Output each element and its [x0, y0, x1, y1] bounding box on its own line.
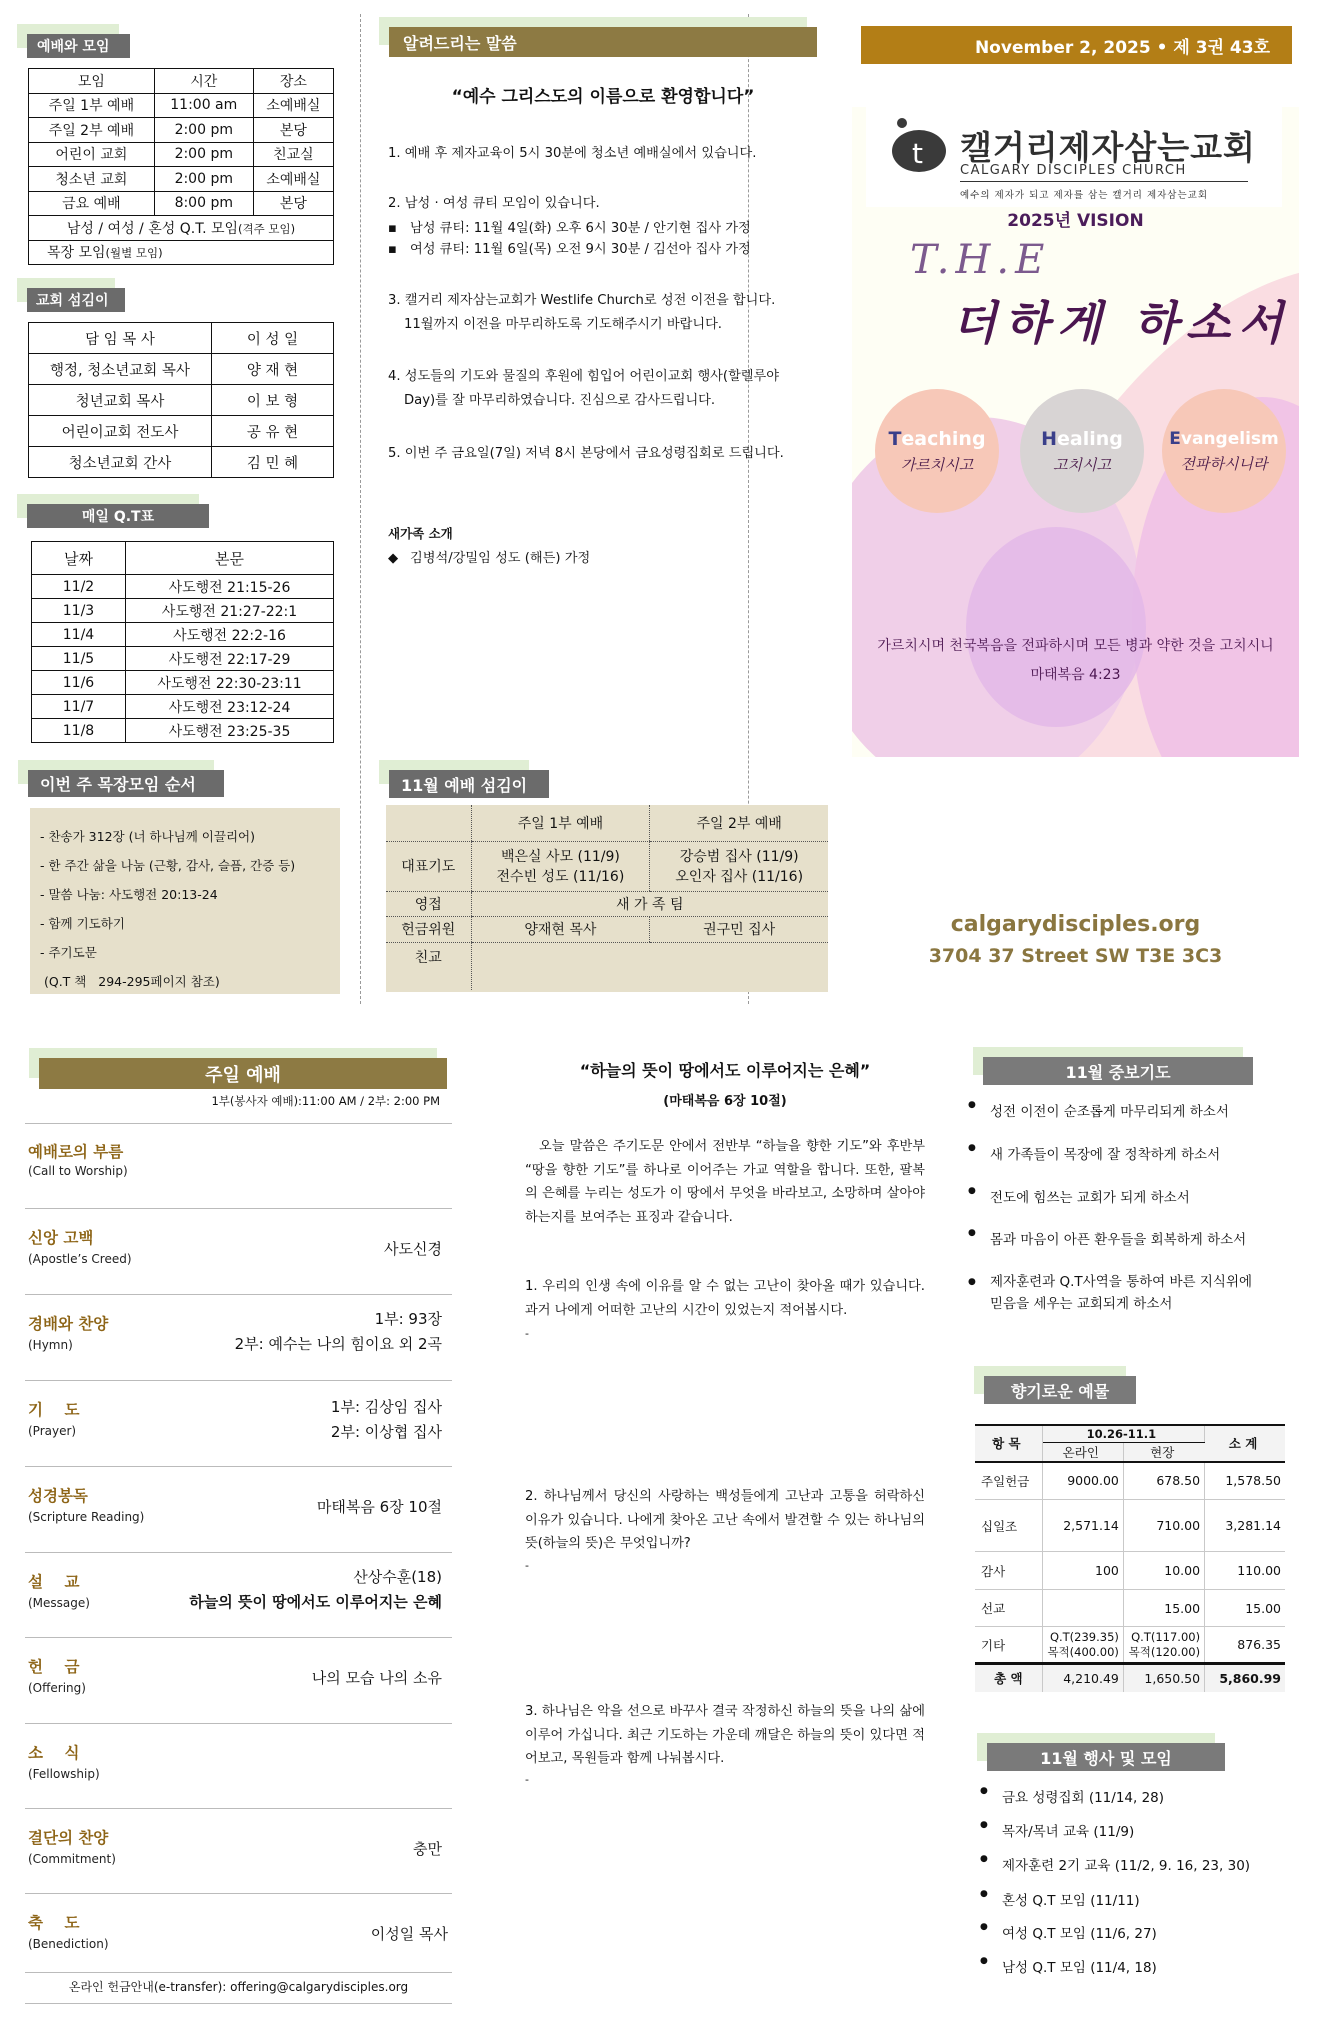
- qt-meeting: 남성 / 여성 / 혼성 Q.T. 모임: [66, 220, 239, 237]
- staff-name: 공 유 현: [212, 416, 334, 447]
- table-row: [29, 167, 334, 192]
- list-item: - 말씀 나눔: 사도행전 20:13-24: [40, 887, 218, 902]
- qt-passage: 사도행전 22:30-23:11: [126, 671, 334, 695]
- list-item: - 한 주간 삶을 나눔 (근황, 감사, 슬픔, 간증 등): [40, 858, 296, 873]
- korean-label: 전파하시니라: [1180, 454, 1268, 473]
- meeting-time: 11:00 am: [154, 93, 253, 118]
- meeting-place: 친교실: [253, 142, 333, 167]
- column-header: 본문: [126, 542, 334, 575]
- worship-meetings-table: [28, 68, 334, 265]
- qt-passage: 사도행전 22:17-29: [126, 647, 334, 671]
- line: 2부: 이상협 집사: [330, 1423, 442, 1441]
- church-staff-table: [28, 322, 334, 478]
- row-label: 주일헌금: [975, 1462, 1042, 1500]
- table-row: [32, 695, 334, 719]
- sermon-question: 1. 우리의 인생 속에 이유를 알 수 없는 고난이 찾아올 때가 있습니다. 과거 나에게 어떠한 고난의 시간이 있었는지 적어봅시다.: [525, 1279, 925, 1318]
- subtotal-amount: 876.35: [1205, 1627, 1285, 1664]
- staff-role: 어린이교회 전도사: [29, 416, 212, 447]
- church-address: 3704 37 Street SW T3E 3C3: [928, 945, 1223, 967]
- row-label: 기타: [975, 1627, 1042, 1664]
- word-rest: ealing: [1057, 427, 1123, 450]
- item-title: 기 도: [28, 1401, 80, 1419]
- staff-role: 담 임 목 사: [29, 323, 212, 354]
- line: 11월까지 이전을 마무리하도록 기도해주시기 바랍니다.: [404, 317, 722, 332]
- worship-order-item: [25, 1123, 452, 1208]
- table-row: [29, 240, 334, 265]
- qt-passage: 사도행전 22:2-16: [126, 623, 334, 647]
- section-title: 11월 중보기도: [983, 1057, 1253, 1085]
- line: 산상수훈(18): [353, 1568, 442, 1586]
- qt-passage: 사도행전 21:27-22:1: [126, 599, 334, 623]
- section-title: 향기로운 예물: [984, 1376, 1136, 1404]
- value: 오인자 집사 (11/16): [675, 869, 804, 885]
- announcement-subitems: [388, 218, 818, 260]
- line: 하늘의 뜻이 땅에서도 이루어지는 은혜: [189, 1593, 442, 1611]
- worship-order-item: [25, 1723, 452, 1809]
- staff-name: 이 성 일: [212, 323, 334, 354]
- word-rest: eaching: [901, 427, 986, 450]
- qt-date: 11/4: [32, 623, 126, 647]
- qt-meeting-note: (격주 모임): [238, 221, 296, 236]
- announcement-item: [388, 289, 818, 337]
- period-header: 10.26-11.1: [1042, 1425, 1204, 1442]
- item-value: 이성일 목사: [370, 1925, 448, 1943]
- value: 전수빈 성도 (11/16): [496, 869, 625, 885]
- value: 새 가 족 팀: [471, 891, 828, 916]
- online-offering-info: 온라인 헌금안내(e-transfer): offering@calgarydisciples.org: [25, 1972, 452, 2004]
- meeting-time: 2:00 pm: [154, 167, 253, 192]
- value: 권구민 집사: [650, 916, 828, 942]
- item-subtitle: (Fellowship): [28, 1767, 100, 1781]
- vision-theme: 더하게 하소서: [952, 296, 1291, 350]
- item-value: [235, 1307, 442, 1357]
- column-header: 주일 2부 예배: [650, 805, 828, 841]
- section-title: 예배와 모임: [27, 34, 130, 58]
- section-title: 매일 Q.T표: [27, 504, 209, 528]
- section-title: 주일 예배: [39, 1058, 447, 1089]
- meeting-time: 8:00 pm: [154, 191, 253, 216]
- section-title: 알려드리는 말씀: [389, 27, 817, 57]
- table-row: [975, 1590, 1285, 1627]
- table-row: [32, 599, 334, 623]
- table-row: [975, 1552, 1285, 1590]
- table-row: [386, 891, 828, 916]
- scripture-reference: 마태복음 4:23: [1030, 667, 1121, 683]
- item-value: [189, 1565, 442, 1615]
- church-slogan: 예수의 제자가 되고 제자를 삼는 캘거리 제자삼는교회: [960, 190, 1209, 201]
- diamond-bullet-icon: ◆: [388, 551, 399, 566]
- worship-order-item: [25, 1380, 452, 1466]
- table-row: [29, 447, 334, 478]
- subtotal-amount: 3,281.14: [1205, 1500, 1285, 1552]
- announcement-item: 2. 남성 · 여성 큐티 모임이 있습니다.: [388, 196, 600, 211]
- item-value: 마태복음 6장 10절: [316, 1498, 442, 1516]
- column-header: 시간: [154, 69, 253, 94]
- mokjang-meeting: 목장 모임: [47, 245, 106, 262]
- online-amount: 9000.00: [1042, 1462, 1123, 1500]
- prayer-first-service: [471, 841, 650, 891]
- online-amount: 100: [1042, 1552, 1123, 1590]
- table-row: [32, 719, 334, 743]
- offerings-table: [975, 1424, 1285, 1692]
- line: Day)를 잘 마무리하였습니다. 진심으로 감사드립니다.: [404, 393, 716, 408]
- table-row: [29, 354, 334, 385]
- worship-order-item: [25, 1208, 452, 1294]
- church-name-korean: 캘거리제자삼는교회: [960, 128, 1256, 167]
- line: 4. 성도들의 기도와 물질의 후원에 힘입어 어린이교회 행사(할렐루야: [388, 369, 780, 384]
- list-item: ● 제자훈련과 Q.T사역을 통하여 바른 지식위에 믿음을 세우는 교회되게 하소서: [968, 1271, 1268, 1315]
- column-header: 항 목: [975, 1425, 1042, 1462]
- meeting-place: 본당: [253, 191, 333, 216]
- table-row: [29, 416, 334, 447]
- evangelism-circle: [1162, 389, 1286, 513]
- item-subtitle: (Call to Worship): [28, 1164, 128, 1178]
- item-subtitle: (Benediction): [28, 1937, 109, 1951]
- church-name-english: CALGARY DISCIPLES CHURCH: [960, 163, 1248, 182]
- mokjang-meeting-note: (월별 모임): [105, 246, 163, 261]
- new-family-name: 김병석/강밀임 성도 (해든) 가정: [410, 551, 591, 566]
- subtotal-amount: 110.00: [1205, 1552, 1285, 1590]
- line: 1부: 93장: [374, 1310, 442, 1328]
- value: 강승범 집사 (11/9): [679, 849, 799, 865]
- row-label: 영접: [386, 891, 471, 916]
- staff-role: 청년교회 목사: [29, 385, 212, 416]
- qt-date: 11/2: [32, 575, 126, 599]
- subtotal-amount: 1,578.50: [1205, 1462, 1285, 1500]
- table-row: [29, 118, 334, 143]
- meeting-name: 어린이 교회: [29, 142, 155, 167]
- table-row: [29, 191, 334, 216]
- table-row: [975, 1500, 1285, 1552]
- sub-item: 남성 큐티: 11월 4일(화) 오후 6시 30분 / 안기현 집사 가정: [410, 221, 751, 236]
- qt-passage: 사도행전 21:15-26: [126, 575, 334, 599]
- item-title: 소 식: [28, 1744, 80, 1762]
- korean-label: 고치시고: [1053, 455, 1111, 474]
- website-link[interactable]: calgarydisciples.org: [950, 912, 1201, 937]
- staff-name: 김 민 혜: [212, 447, 334, 478]
- subtotal-amount: 15.00: [1205, 1590, 1285, 1627]
- sermon-intro: 오늘 말씀은 주기도문 안에서 전반부 “하늘을 향한 기도”와 후반부 “땅을 향한 기도”를 하나로 이어주는 가교 역할을 합니다. 또한, 팔복의 은혜를 누리는 성도가 이 땅에서 무엇을 바라보고, 소망하며 살아야 하는지를 보여주는 표징과 같습니다.: [525, 1139, 925, 1225]
- qt-date: 11/3: [32, 599, 126, 623]
- table-row: [32, 647, 334, 671]
- meeting-name: 주일 2부 예배: [29, 118, 155, 143]
- staff-role: 청소년교회 간사: [29, 447, 212, 478]
- meeting-name: 주일 1부 예배: [29, 93, 155, 118]
- item-subtitle: (Prayer): [28, 1424, 77, 1438]
- list-item: ● 몸과 마음이 아픈 환우들을 회복하게 하소서: [968, 1228, 1268, 1271]
- sub-item: 여성 큐티: 11월 6일(목) 오전 9시 30분 / 김선아 집사 가정: [410, 242, 751, 257]
- worship-order-item: [25, 1637, 452, 1723]
- list-item: ● 성전 이전이 순조롭게 마무리되게 하소서: [968, 1100, 1268, 1143]
- online-amount: Q.T(239.35) 목적(400.00): [1042, 1627, 1123, 1664]
- daily-qt-table: [31, 541, 334, 743]
- worship-order-item: [25, 1808, 452, 1894]
- value: 양재현 목사: [471, 916, 650, 942]
- online-amount: 2,571.14: [1042, 1500, 1123, 1552]
- sermon-title: “하늘의 뜻이 땅에서도 이루어지는 은혜”: [579, 1061, 871, 1080]
- onsite-amount: 10.00: [1123, 1552, 1204, 1590]
- table-row: [29, 323, 334, 354]
- initial: H: [1041, 427, 1058, 450]
- subtotal-amount: 5,860.99: [1205, 1664, 1285, 1692]
- list-item: ● 목자/목녀 교육 (11/9): [980, 1820, 1310, 1854]
- worship-order-item: [25, 1552, 452, 1637]
- new-family-title: 새가족 소개: [388, 526, 453, 541]
- table-row: [386, 916, 828, 942]
- meeting-place: 소예배실: [253, 167, 333, 192]
- empty-cell: [386, 805, 471, 841]
- value: [471, 942, 828, 990]
- qt-passage: 사도행전 23:25-35: [126, 719, 334, 743]
- worship-order-item: [25, 1294, 452, 1380]
- welcome-heading: “예수 그리스도의 이름으로 환영합니다”: [451, 87, 755, 107]
- list-item: ● 제자훈련 2기 교육 (11/2, 9. 16, 23, 30): [980, 1854, 1310, 1889]
- announcement-item: [388, 365, 818, 413]
- announcement-item: 1. 예배 후 제자교육이 5시 30분에 청소년 예배실에서 있습니다.: [388, 146, 757, 161]
- item-subtitle: (Apostle’s Creed): [28, 1252, 132, 1266]
- section-title: 11월 예배 섬김이: [389, 770, 549, 798]
- meeting-place: 본당: [253, 118, 333, 143]
- initial: E: [1169, 428, 1181, 449]
- line: 1부: 김상임 집사: [330, 1398, 442, 1416]
- table-row: [975, 1462, 1285, 1500]
- table-row: [32, 575, 334, 599]
- table-row: [29, 142, 334, 167]
- onsite-amount: 678.50: [1123, 1462, 1204, 1500]
- column-header: 현장: [1123, 1442, 1204, 1462]
- item-value: [331, 1395, 442, 1445]
- column-header: 날짜: [32, 542, 126, 575]
- list-item: ● 남성 Q.T 모임 (11/4, 18): [980, 1956, 1310, 1990]
- line: 3. 캘거리 제자삼는교회가 Westlife Church로 성전 이전을 합니다.: [388, 293, 776, 308]
- staff-name: 양 재 현: [212, 354, 334, 385]
- table-row: [386, 841, 828, 891]
- list-item: ● 혼성 Q.T 모임 (11/11): [980, 1889, 1310, 1922]
- table-row: [975, 1627, 1285, 1664]
- value: 백은실 사모 (11/9): [500, 849, 620, 865]
- item-subtitle: (Message): [28, 1596, 90, 1610]
- table-row: [386, 942, 828, 990]
- date-issue: November 2, 2025 • 제 3권 43호: [974, 37, 1270, 58]
- church-logo-box: [866, 107, 1282, 207]
- column-header: 소 계: [1205, 1425, 1285, 1462]
- qt-date: 11/5: [32, 647, 126, 671]
- row-label: 감사: [975, 1552, 1042, 1590]
- item-subtitle: (Offering): [28, 1681, 86, 1695]
- sermon-reference: (마태복음 6장 10절): [663, 1094, 787, 1109]
- list-item: ● 여성 Q.T 모임 (11/6, 27): [980, 1922, 1310, 1956]
- item-subtitle: (Hymn): [28, 1338, 73, 1352]
- row-label: 총 액: [975, 1664, 1042, 1692]
- list-item: - 함께 기도하기: [40, 916, 125, 931]
- list-item: - 찬송가 312장 (너 하나님께 이끌리어): [40, 829, 255, 844]
- answer-line[interactable]: -: [525, 1327, 529, 1340]
- item-title: 예배로의 부름: [28, 1143, 124, 1161]
- sermon-question: 2. 하나님께서 당신의 사랑하는 백성들에게 고난과 고통을 허락하신 이유가 있습니다. 나에게 찾아온 고난 속에서 발견할 수 있는 하나님의 뜻(하늘의 뜻)은 무엇입니까?: [525, 1489, 925, 1551]
- row-label: 친교: [414, 949, 442, 966]
- row-label: 십일조: [975, 1500, 1042, 1552]
- qt-date: 11/8: [32, 719, 126, 743]
- table-row: [32, 623, 334, 647]
- item-title: 성경봉독: [28, 1487, 88, 1505]
- table-row: [29, 93, 334, 118]
- announcement-item: 5. 이번 주 금요일(7일) 저녁 8시 본당에서 금요성령집회로 드립니다.: [388, 446, 784, 461]
- table-row: [29, 216, 334, 241]
- item-subtitle: (Commitment): [28, 1852, 116, 1866]
- line: 2부: 예수는 나의 힘이요 외 2곡: [234, 1335, 442, 1353]
- initial: T: [888, 427, 902, 450]
- word-rest: vangelism: [1180, 428, 1279, 449]
- november-servants-table: [386, 805, 828, 992]
- online-amount: [1042, 1590, 1123, 1627]
- meeting-name: 청소년 교회: [29, 167, 155, 192]
- column-header: 주일 1부 예배: [471, 805, 650, 841]
- row-label: 대표기도: [386, 841, 471, 891]
- list-item: - 주기도문: [40, 945, 97, 960]
- square-bullet-icon: ▪: [388, 242, 397, 257]
- column-header: 모임: [29, 69, 155, 94]
- qt-passage: 사도행전 23:12-24: [126, 695, 334, 719]
- column-divider: [360, 14, 361, 1004]
- section-title: 이번 주 목장모임 순서: [28, 770, 224, 797]
- onsite-amount: 1,650.50: [1123, 1664, 1204, 1692]
- item-title: 헌 금: [28, 1658, 80, 1676]
- list-item: ● 금요 성령집회 (11/14, 28): [980, 1786, 1310, 1820]
- item-value: 사도신경: [384, 1240, 442, 1258]
- the-acronym: T.H.E: [910, 237, 1051, 283]
- prayer-second-service: [650, 841, 828, 891]
- table-row: [32, 671, 334, 695]
- teaching-circle: [875, 389, 999, 513]
- vision-poster: [852, 107, 1299, 757]
- onsite-amount: Q.T(117.00) 목적(120.00): [1123, 1627, 1204, 1664]
- table-row: [29, 385, 334, 416]
- church-logo-icon: [890, 117, 948, 173]
- list-item: (Q.T 책 294-295페이지 참조): [40, 974, 220, 989]
- events-list: [980, 1786, 1310, 1990]
- item-title: 신앙 고백: [28, 1229, 94, 1247]
- date-issue-bar: [861, 26, 1292, 64]
- mokjang-order-list: [30, 808, 340, 994]
- decor-shape: [966, 527, 1146, 727]
- meeting-time: 2:00 pm: [154, 118, 253, 143]
- item-title: 축 도: [28, 1914, 80, 1932]
- meeting-time: 2:00 pm: [154, 142, 253, 167]
- item-title: 결단의 찬양: [28, 1829, 109, 1847]
- total-row: [975, 1664, 1285, 1692]
- service-times: 1부(봉사자 예배):11:00 AM / 2부: 2:00 PM: [211, 1094, 440, 1108]
- section-title: 교회 섬김이: [27, 288, 125, 312]
- new-family-item: [388, 547, 818, 571]
- qt-date: 11/6: [32, 671, 126, 695]
- qt-date: 11/7: [32, 695, 126, 719]
- item-value: 나의 모습 나의 소유: [311, 1669, 442, 1687]
- section-title: 11월 행사 및 모임: [987, 1743, 1225, 1771]
- column-header: 장소: [253, 69, 333, 94]
- worship-order-item: [25, 1466, 452, 1552]
- row-label: 선교: [975, 1590, 1042, 1627]
- svg-text:t: t: [912, 137, 923, 170]
- square-bullet-icon: ▪: [388, 221, 397, 236]
- list-item: ● 새 가족들이 목장에 잘 정착하게 하소서: [968, 1143, 1268, 1186]
- onsite-amount: 710.00: [1123, 1500, 1204, 1552]
- answer-line[interactable]: -: [525, 1559, 529, 1572]
- meeting-name: 금요 예배: [29, 191, 155, 216]
- healing-circle: [1020, 389, 1144, 513]
- intercession-list: [968, 1100, 1268, 1315]
- item-subtitle: (Scripture Reading): [28, 1510, 145, 1524]
- item-value: 충만: [413, 1840, 442, 1858]
- item-title: 설 교: [28, 1573, 80, 1591]
- column-header: 온라인: [1042, 1442, 1123, 1462]
- online-amount: 4,210.49: [1042, 1664, 1123, 1692]
- vision-year: 2025년 VISION: [1007, 211, 1144, 231]
- list-item: ● 전도에 힘쓰는 교회가 되게 하소서: [968, 1186, 1268, 1228]
- answer-line[interactable]: -: [525, 1773, 529, 1786]
- item-title: 경배와 찬양: [28, 1315, 109, 1333]
- korean-label: 가르치시고: [900, 455, 974, 474]
- scripture-verse: 가르치시며 천국복음을 전파하시며 모든 병과 약한 것을 고치시니: [877, 638, 1274, 654]
- worship-order-item: [25, 1893, 452, 1972]
- row-label: 헌금위원: [386, 916, 471, 942]
- staff-role: 행정, 청소년교회 목사: [29, 354, 212, 385]
- sermon-question: 3. 하나님은 악을 선으로 바꾸사 결국 작정하신 하늘의 뜻을 나의 삶에 이루어 가십니다. 최근 기도하는 가운데 깨달은 하늘의 뜻이 있다면 적어보고, 목원들과 함께 나눠봅시다.: [525, 1704, 925, 1766]
- staff-name: 이 보 형: [212, 385, 334, 416]
- onsite-amount: 15.00: [1123, 1590, 1204, 1627]
- meeting-place: 소예배실: [253, 93, 333, 118]
